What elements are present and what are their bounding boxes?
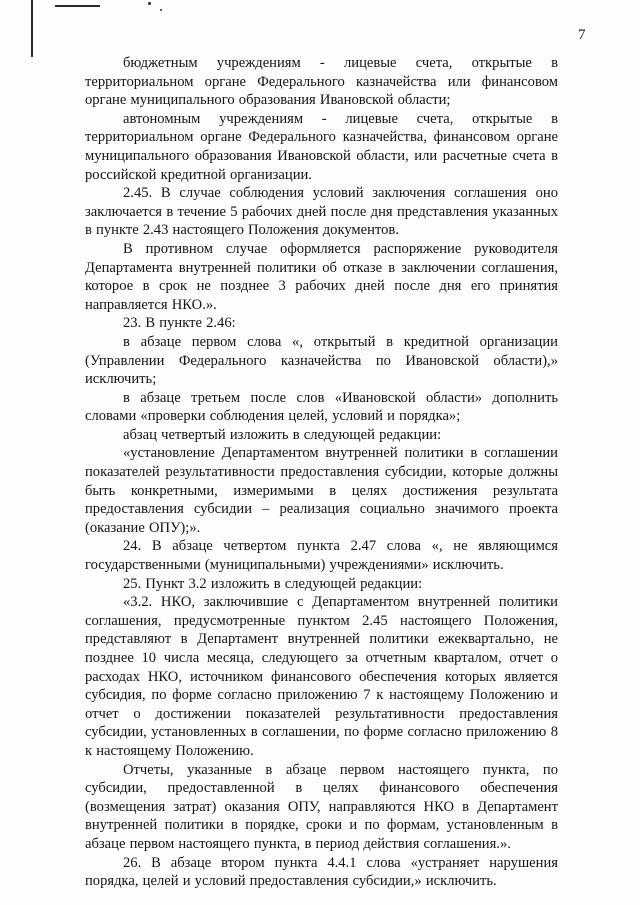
paragraph: бюджетным учреждениям - лицевые счета, открытые в территориальном органе Федерального казначейства или финансовом органе муниципального образования Ивановской области; (85, 55, 558, 109)
scan-artifact-dot (160, 9, 162, 11)
paragraph: в абзаце первом слова «, открытый в кредитной организации (Управлении Федерального казначейства по Ивановской области),» исключить; (85, 333, 558, 388)
scan-artifact-dot (148, 2, 151, 5)
paragraph: в абзаце третьем после слов «Ивановской области» дополнить словами «проверки соблюдения целей, условий и порядка»; (85, 389, 558, 425)
page-number: 7 (578, 27, 586, 43)
paragraph: 26. В абзаце втором пункта 4.4.1 слова «устраняет нарушения порядка, целей и условий предоставления субсидии,» исключить. (85, 854, 558, 890)
paragraph: В противном случае оформляется распоряжение руководителя Департамента внутренней политики об отказе в заключении соглашения, которое в срок не позднее 3 рабочих дней после дня его принятия направляется НКО.». (85, 240, 558, 313)
paragraph: 25. Пункт 3.2 изложить в следующей редакции: (123, 575, 423, 592)
paragraph: автономным учреждениям - лицевые счета, открытые в территориальном органе Федерального казначейства, финансовом органе муниципального образования Ивановской области, или расчетные счета в российской кредитной организации. (85, 110, 558, 183)
paragraph: 24. В абзаце четвертом пункта 2.47 слова «, не являющимся государственными (муниципальными) учреждениями» исключить. (85, 538, 558, 574)
document-text-block (85, 54, 558, 891)
scan-artifact-top-line (55, 5, 100, 7)
paragraph: абзац четвертый изложить в следующей редакции: (123, 426, 442, 443)
paragraph: «установление Департаментом внутренней политики в соглашении показателей результативности предоставления субсидии, которые должны быть конкретными, измеримыми в целях достижения результата предоставления субсидии – реализация социально значимого проекта (оказание ОПУ);». (85, 445, 558, 536)
paragraph: 23. В пункте 2.46: (123, 315, 236, 332)
paragraph: 2.45. В случае соблюдения условий заключения соглашения оно заключается в течение 5 рабочих дней после дня представления указанных в пункте 2.43 настоящего Положения документов. (85, 185, 558, 239)
scan-artifact-left-edge (31, 0, 33, 57)
paragraph: Отчеты, указанные в абзаце первом настоящего пункта, по субсидии, предоставленной в целях финансового обеспечения (возмещения затрат) оказания ОПУ, направляются НКО в Департамент внутренней политики в порядке, сроки и по формам, установленным в абзаце первом настоящего пункта, в период действия соглашения.». (85, 761, 558, 852)
paragraph: «3.2. НКО, заключившие с Департаментом внутренней политики соглашения, предусмотренные пунктом 2.45 настоящего Положения, представляют в Департамент внутренней политики ежеквартально, не позднее 10 числа месяца, следующего за отчетным кварталом, отчет о расходах НКО, источником финансового обеспечения которых является субсидия, по форме согласно приложению 7 к настоящему Положению и отчет о достижении показателей результативности предоставления субсидии, установленных в соглашении, по форме согласно приложению 8 к настоящему Положению. (85, 594, 558, 759)
